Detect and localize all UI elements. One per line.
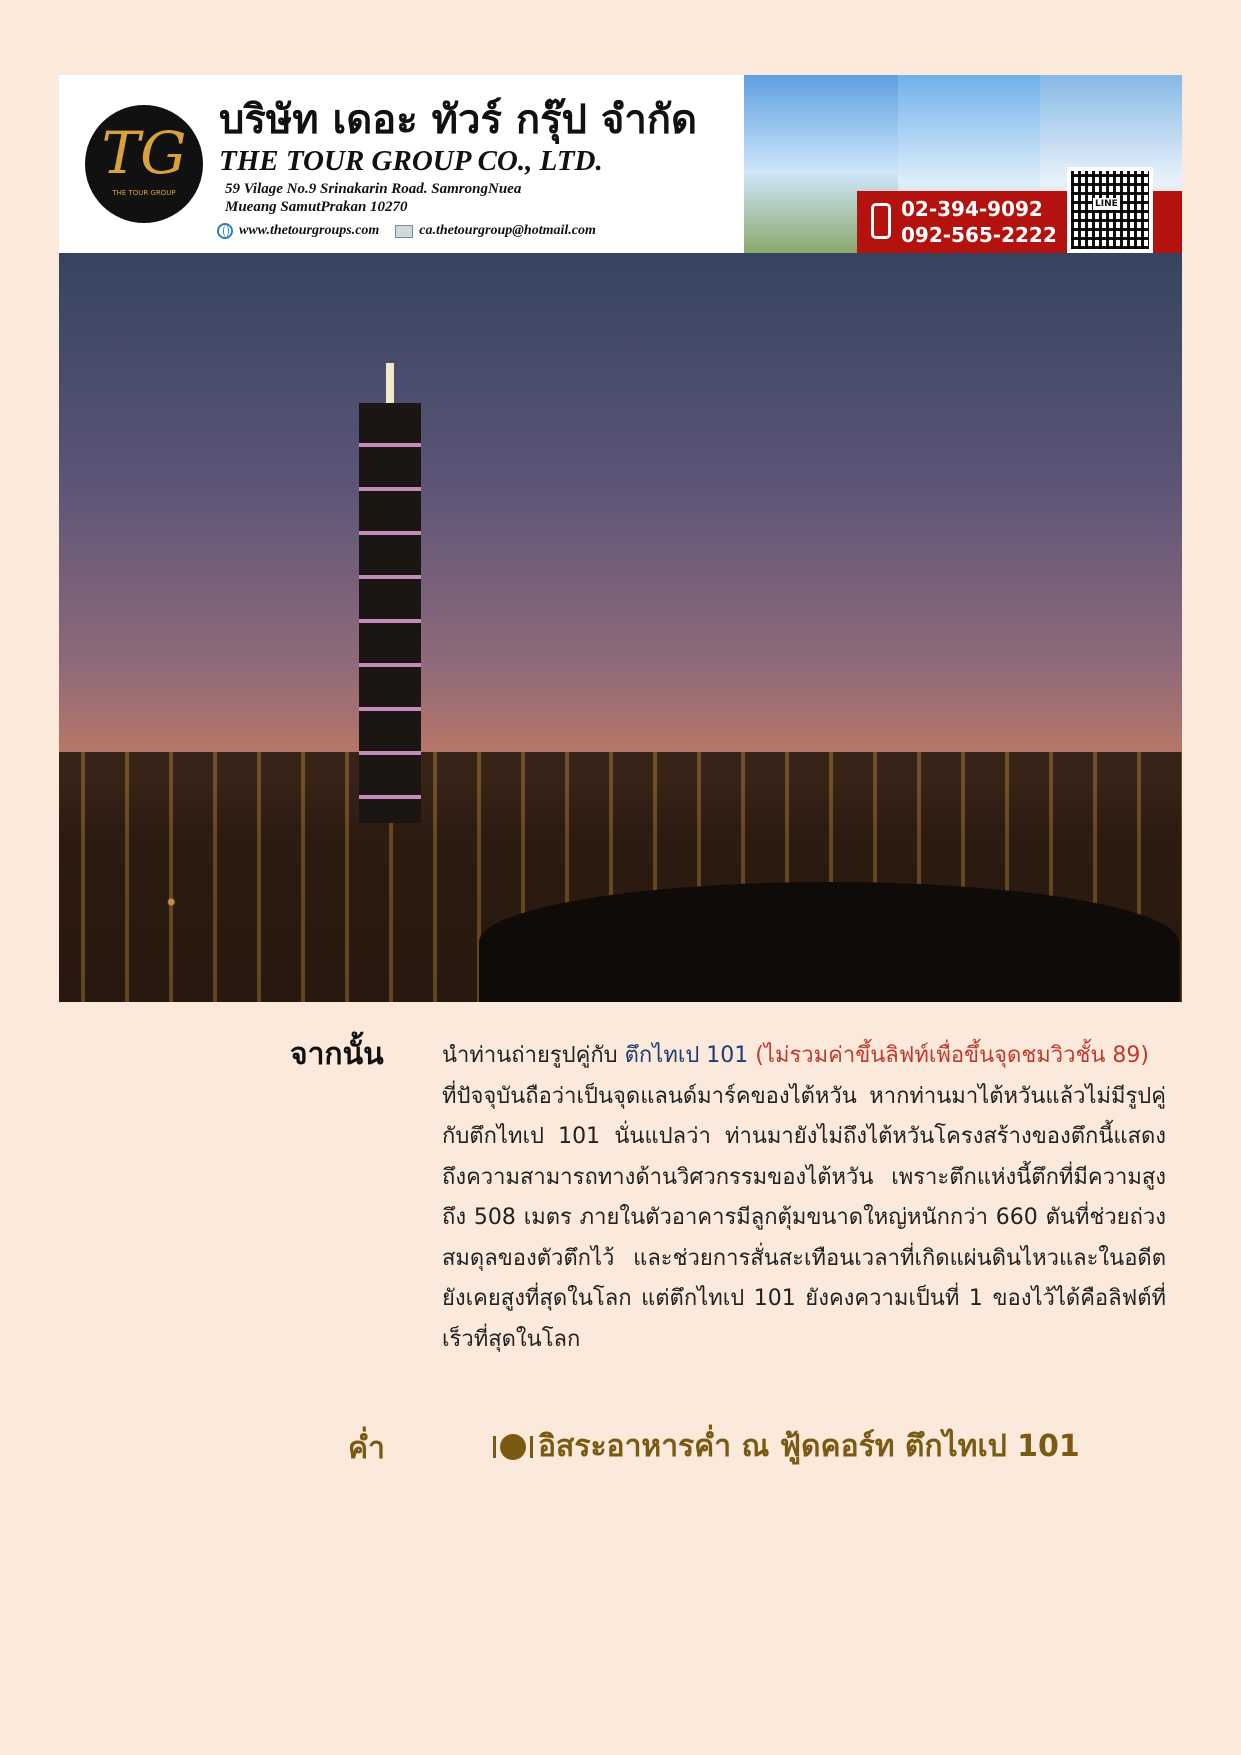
attraction-description bbox=[442, 1036, 1166, 1360]
foreground-hill bbox=[479, 882, 1179, 1002]
address-line-1: 59 Vilage No.9 Srinakarin Road. SamrongNuea bbox=[225, 181, 522, 197]
taipei-101-tower bbox=[359, 403, 421, 823]
phone-number-2[interactable]: 092-565-2222 bbox=[901, 223, 1057, 247]
dish-icon bbox=[500, 1434, 526, 1460]
company-banner bbox=[59, 75, 1182, 253]
globe-icon bbox=[217, 223, 233, 239]
mail-icon bbox=[395, 225, 413, 238]
company-name-english: THE TOUR GROUP CO., LTD. bbox=[219, 145, 603, 177]
line-qr-code bbox=[1067, 167, 1153, 253]
contact-row bbox=[217, 223, 596, 239]
logo-subtitle: THE TOUR GROUP bbox=[112, 189, 176, 197]
qr-label: LINE bbox=[1095, 199, 1118, 209]
body-text: ที่ปัจจุบันถือว่าเป็นจุดแลนด์มาร์คของไต้หวัน หากท่านมาไต้หวันแล้วไม่มีรูปคู่กับตึกไทเป 101 นั่นแปลว่า ท่านมายังไม่ถึงไต้หวันโครงสร้างของตึกนี้แสดงถึงความสามารถทางด้านวิศวกรรมของไต้หวัน เพราะตึกแห่งนี้ตึกที่มีความสูงถึง 508 เมตร ภายในตัวอาคารมีลูกตุ้มขนาดใหญ่หนักกว่า 660 ตันที่ช่วยถ่วงสมดุลของตัวตึกไว้ และช่วยการสั่นสะเทือนเวลาที่เกิดแผ่นดินไหวและในอดีตยังเคยสูงที่สุดในโลก แต่ตึกไทเป 101 ยังคงความเป็นที่ 1 ของไว้ได้คือลิฟต์ที่เร็วที่สุดในโลก bbox=[442, 1083, 1166, 1352]
lead-text: นำท่านถ่ายรูปคู่กับ bbox=[442, 1043, 618, 1068]
email-link[interactable]: ca.thetourgroup@hotmail.com bbox=[419, 223, 596, 238]
website-link[interactable]: www.thetourgroups.com bbox=[239, 223, 380, 238]
meal-label: ค่ำ bbox=[348, 1431, 385, 1466]
phone-number-1[interactable]: 02-394-9092 bbox=[901, 197, 1043, 221]
tower-spire bbox=[386, 363, 394, 408]
lead-note: (ไม่รวมค่าขึ้นลิฟท์เพื่อขึ้นจุดชมวิวชั้น 89) bbox=[755, 1043, 1149, 1068]
logo-mark: TG bbox=[101, 119, 187, 187]
lead-line bbox=[442, 1036, 1166, 1077]
lead-highlight: ตึกไทเป 101 bbox=[624, 1043, 749, 1068]
meal-text: อิสระอาหารค่ำ ณ ฟู้ดคอร์ท ตึกไทเป 101 bbox=[538, 1429, 1080, 1464]
taipei-101-night-photo bbox=[59, 253, 1182, 1002]
section-label: จากนั้น bbox=[290, 1037, 384, 1072]
phone-icon bbox=[871, 203, 891, 239]
company-logo bbox=[85, 105, 203, 223]
address-line-2: Mueang SamutPrakan 10270 bbox=[225, 199, 408, 215]
landmark-photos bbox=[744, 75, 1182, 253]
meal-row bbox=[500, 1423, 1080, 1470]
company-name-thai: บริษัท เดอะ ทัวร์ กรุ๊ป จำกัด bbox=[219, 97, 697, 143]
